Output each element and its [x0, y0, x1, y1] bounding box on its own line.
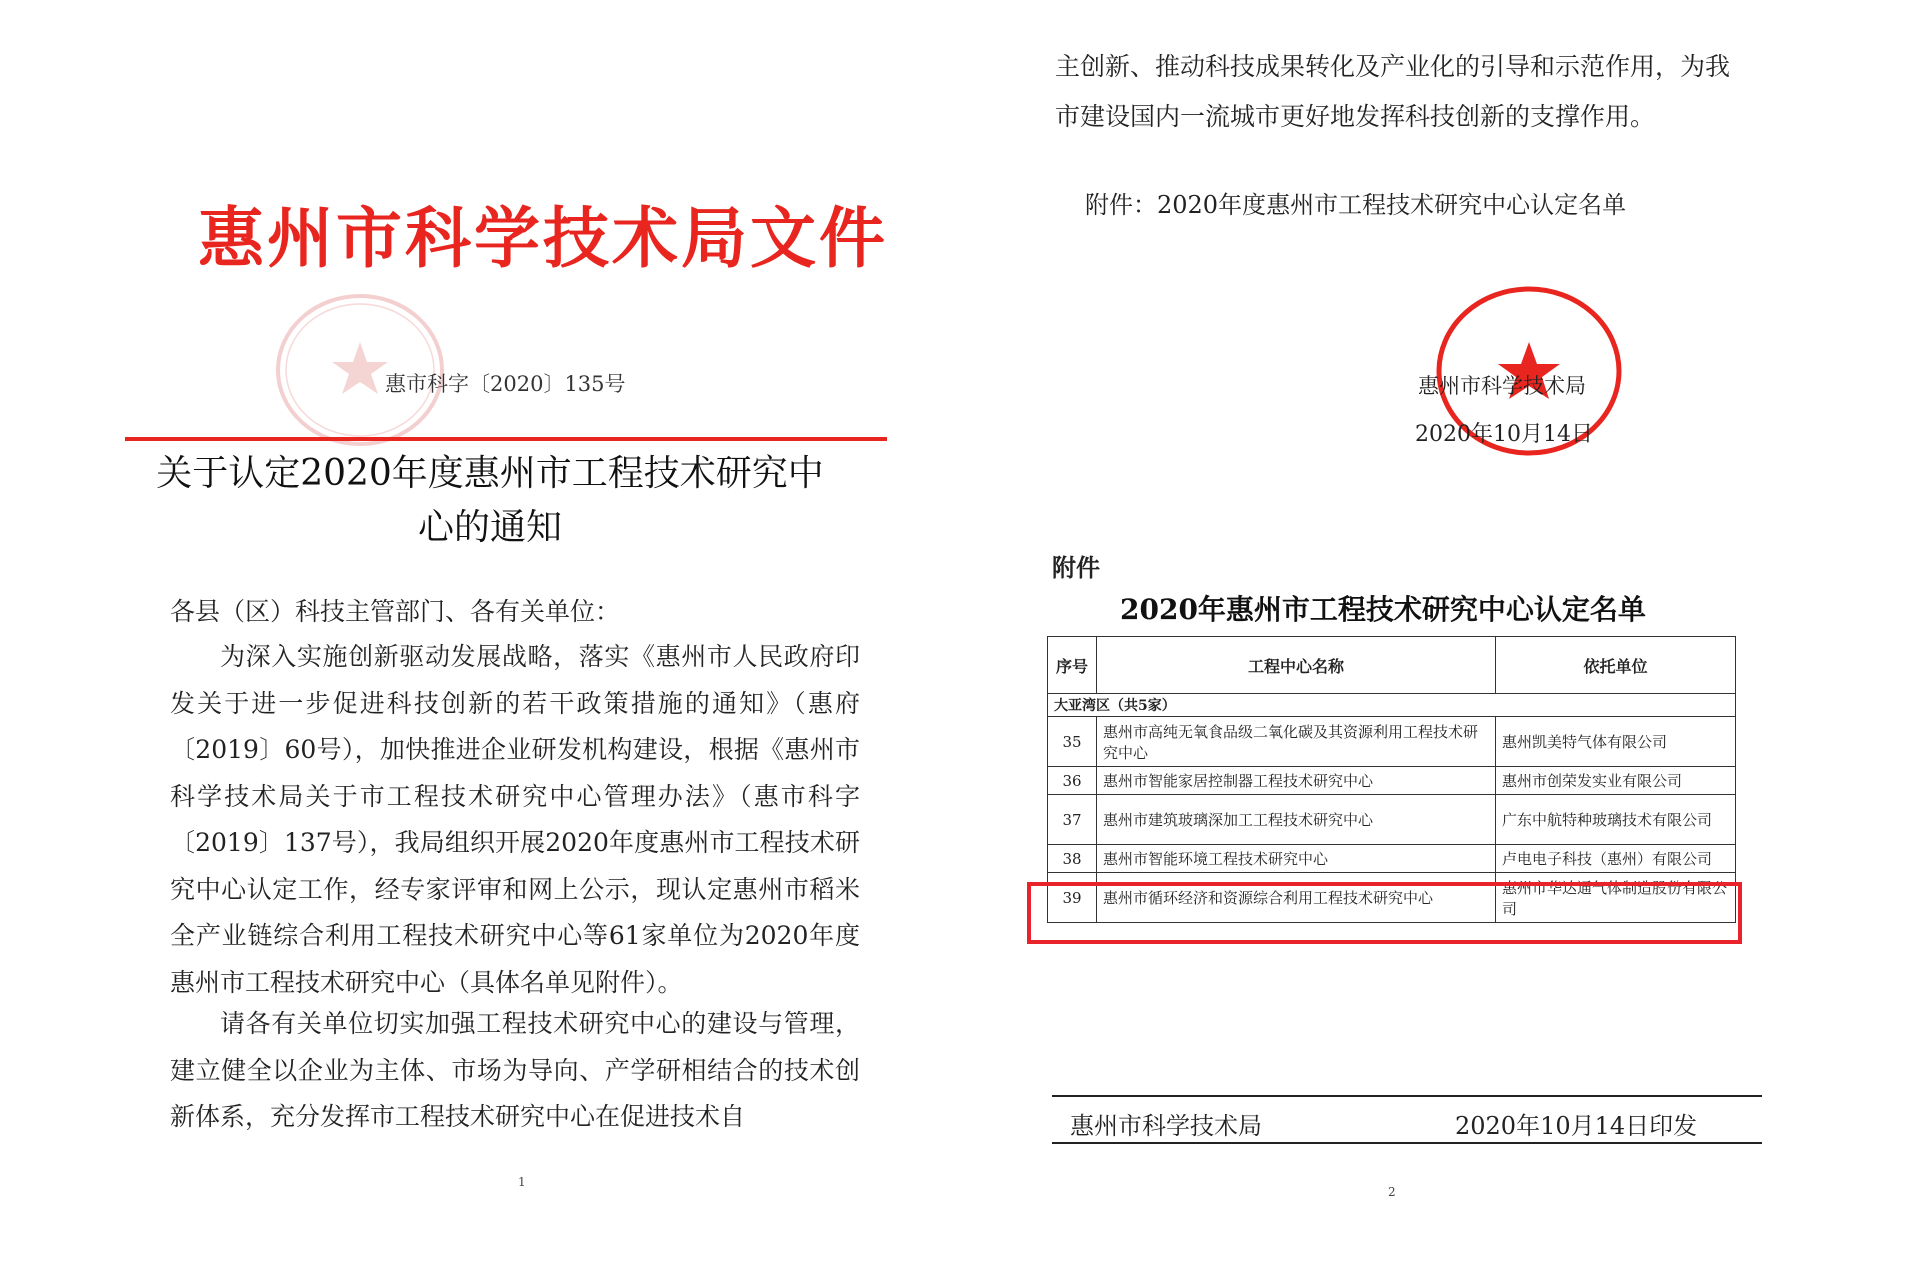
row-seq: 39	[1048, 873, 1097, 923]
row-center-name: 惠州市智能家居控制器工程技术研究中心	[1097, 767, 1496, 795]
footer-issuing-unit: 惠州市科学技术局	[1070, 1112, 1262, 1140]
row-seq: 38	[1048, 845, 1097, 873]
research-center-table	[1047, 636, 1736, 923]
page-number-left: 1	[518, 1175, 526, 1189]
row-center-name: 惠州市高纯无氧食品级二氧化碳及其资源利用工程技术研究中心	[1097, 717, 1496, 767]
row-host-unit: 惠州凯美特气体有限公司	[1496, 717, 1736, 767]
table-row	[1048, 767, 1736, 795]
row-host-unit: 惠州市创荣发实业有限公司	[1496, 767, 1736, 795]
continued-paragraph: 主创新、推动科技成果转化及产业化的引导和示范作用，为我市建设国内一流城市更好地发挥科技创新的支撑作用。	[1055, 52, 1731, 131]
document-number: 惠市科字〔2020〕135号	[385, 372, 626, 396]
district-row	[1048, 694, 1736, 717]
salutation: 各县（区）科技主管部门、各有关单位：	[170, 597, 621, 626]
table-header-row	[1048, 637, 1736, 694]
table-row	[1048, 845, 1736, 873]
row-center-name: 惠州市智能环境工程技术研究中心	[1097, 845, 1496, 873]
document-header-title: 惠州市科学技术局文件	[198, 200, 888, 277]
attachment-note: 附件：2020年度惠州市工程技术研究中心认定名单	[1085, 191, 1627, 219]
footer-top-rule	[1052, 1095, 1762, 1097]
column-header-seq: 序号	[1048, 637, 1097, 694]
list-title: 2020年惠州市工程技术研究中心认定名单	[1120, 593, 1646, 626]
notice-title: 关于认定2020年度惠州市工程技术研究中心的通知	[156, 453, 824, 548]
row-host-unit: 卢电电子科技（惠州）有限公司	[1496, 845, 1736, 873]
row-host-unit: 广东中航特种玻璃技术有限公司	[1496, 795, 1736, 845]
footer-bottom-rule	[1052, 1142, 1762, 1144]
district-label: 大亚湾区（共5家）	[1048, 694, 1736, 717]
row-seq: 37	[1048, 795, 1097, 845]
signature-date: 2020年10月14日	[1415, 422, 1593, 447]
row-seq: 35	[1048, 717, 1097, 767]
column-header-unit: 依托单位	[1496, 637, 1736, 694]
body-paragraph-2: 请各有关单位切实加强工程技术研究中心的建设与管理，建立健全以企业为主体、市场为导向、产学研相结合的技术创新体系，充分发挥市工程技术研究中心在促进技术自	[170, 1009, 860, 1131]
highlight-annotation-box	[1027, 882, 1742, 944]
attachment-label: 附件	[1052, 553, 1100, 582]
footer-issue-date: 2020年10月14日印发	[1455, 1112, 1698, 1140]
table-row	[1048, 717, 1736, 767]
page-number-right: 2	[1388, 1185, 1396, 1199]
column-header-name: 工程中心名称	[1097, 637, 1496, 694]
red-divider-line	[125, 437, 887, 441]
signature-unit: 惠州市科学技术局	[1418, 374, 1586, 398]
row-seq: 36	[1048, 767, 1097, 795]
row-host-unit: 惠州市华达通气体制造股份有限公司	[1496, 873, 1736, 923]
row-center-name: 惠州市循环经济和资源综合利用工程技术研究中心	[1097, 873, 1496, 923]
table-row	[1048, 795, 1736, 845]
row-center-name: 惠州市建筑玻璃深加工工程技术研究中心	[1097, 795, 1496, 845]
body-paragraph-1: 为深入实施创新驱动发展战略，落实《惠州市人民政府印发关于进一步促进科技创新的若干政策措施的通知》（惠府〔2019〕60号），加快推进企业研发机构建设，根据《惠州市科学技术局关于市工程技术研究中心管理办法》（惠市科字〔2019〕137号），我局组织开展2020年度惠州市工程技术研究中心认定工作，经专家评审和网上公示，现认定惠州市稻米全产业链综合利用工程技术研究中心等61家单位为2020年度惠州市工程技术研究中心（具体名单见附件）。	[170, 642, 860, 997]
